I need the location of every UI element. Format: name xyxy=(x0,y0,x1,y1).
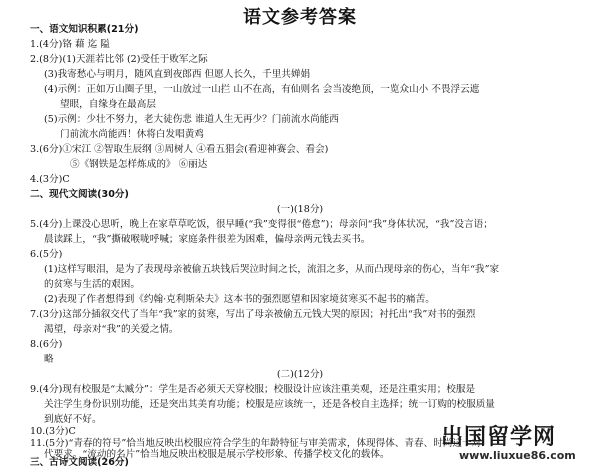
watermark xyxy=(441,426,596,462)
answer-6-1: (1)这样写眼泪，是为了表现母亲被偷五块钱后哭泣时间之长，流泪之多，从而凸现母亲的伤心，当年“我”家 xyxy=(44,264,500,275)
answer-9: 9.(4分)现有校服是“太臧分”：学生是否必须天天穿校服；校服设计应该注重美观，还是注重实用；校服是 xyxy=(30,384,476,395)
answer-11-cont: 代要求。“流动的名片”恰当地反映出校服是展示学校形象、传播学校文化的载体。 xyxy=(44,449,390,460)
answer-6-1-cont: 的贫寒与生活的艰困。 xyxy=(44,279,140,290)
answer-2-5: (5)示例：少壮不努力，老大徒伤悲 谁道人生无再少？门前流水尚能西 xyxy=(44,114,339,125)
subsection-2: (二)(12分) xyxy=(276,369,324,380)
section-heading-3: 三、古诗文阅读(26分) xyxy=(30,457,129,468)
answer-3-cont: ⑤《钢铁是怎样炼成的》 ⑥丽达 xyxy=(70,159,208,170)
answer-5: 5.(4分)上课没心思听，晚上在家草草吃饭，很早睡(“我”变得很“倦怠”)；母亲问“我”身体状况，“我”没言语； xyxy=(30,219,493,230)
answer-4: 4.(3分)C xyxy=(30,174,70,185)
answer-8: 8.(6分) xyxy=(30,339,63,350)
document-title: 语文参考答案 xyxy=(243,7,357,28)
answer-9-cont: 关注学生身份识别功能，还是突出其美育功能；校服是应该统一，还是各校自主选择；统一订购的校服质量 xyxy=(44,399,495,410)
watermark-site-name: 出国留学网 xyxy=(441,425,557,450)
answer-9-cont-2: 到底好不好。 xyxy=(44,414,102,425)
answer-10: 10.(3分)C xyxy=(30,426,76,437)
answer-6-2: (2)表现了作者想得到《约翰·克利斯朵夫》这本书的强烈愿望和因家境贫寒买不起书的痛苦。 xyxy=(44,294,435,305)
answer-11: 11.(5分)“青春的符号”恰当地反映出校服应符合学生的年龄特征与审美需求，体现得体、青春、时尚这一对 xyxy=(30,438,482,449)
answer-1: 1.(4分)铬 藉 迄 隘 xyxy=(30,39,110,50)
subsection-1: (一)(18分) xyxy=(276,204,324,215)
answer-7: 7.(3分)这部分插叙交代了当年“我”家的贫寒，写出了母亲被偷五元钱大哭的原因；衬托出“我”对书的强烈 xyxy=(30,309,476,320)
answer-2-5-cont: 门前流水尚能西！休将白发唱黄鸡 xyxy=(60,129,204,140)
section-heading-1: 一、语文知识积累(21分) xyxy=(30,24,139,35)
section-heading-2: 二、现代文阅读(30分) xyxy=(30,189,129,200)
answer-2: 2.(8分)(1)天涯若比邻 (2)受任于败军之际 xyxy=(30,54,208,65)
answer-7-cont: 渴望，母亲对“我”的关爱之情。 xyxy=(44,324,179,335)
answer-5-cont: 晨读踩上，“我”撕破喉咙呼喊；家庭条件很差为困难，偏母亲两元钱去买书。 xyxy=(44,234,371,245)
watermark-url: www.liuxue86.com xyxy=(459,449,576,462)
answer-2-4-cont: 望眼，自缘身在最高层 xyxy=(60,99,156,110)
answer-3: 3.(6分)①宋江 ②智取生辰纲 ③周树人 ④看五猖会(看迎神赛会、看会) xyxy=(30,144,329,155)
answer-8-cont: 略 xyxy=(44,354,54,365)
answer-2-4: (4)示例：正如万山圈子里，一山放过一山拦 山不在高，有仙则名 会当凌绝顶，一览众山小 不畏浮云遮 xyxy=(44,84,480,95)
answer-6: 6.(5分) xyxy=(30,249,63,260)
answer-2-3: (3)我寄愁心与明月，随风直到夜郎西 但愿人长久，千里共婵娟 xyxy=(44,69,311,80)
